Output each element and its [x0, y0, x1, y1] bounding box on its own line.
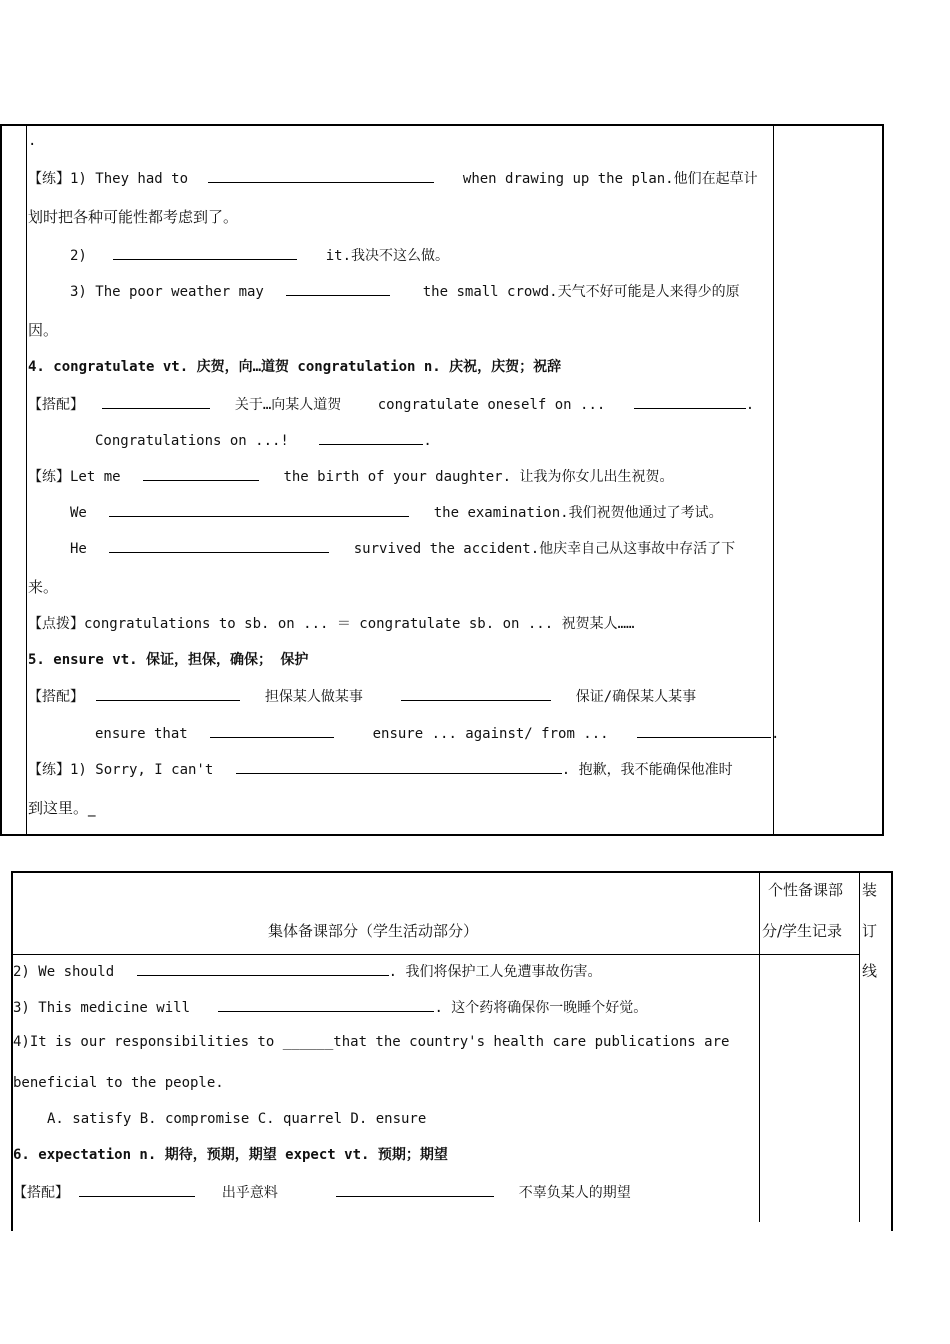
practice-4	[28, 466, 673, 484]
practice-2-suffix: it.我决不这么做。	[325, 248, 450, 264]
notes-header-line-1: 个性备课部	[768, 881, 844, 899]
answer-blank[interactable]	[137, 961, 389, 976]
dot-mark: .	[28, 133, 37, 149]
collocation-6-label: 【搭配】	[13, 1185, 69, 1201]
answer-blank[interactable]	[109, 538, 329, 553]
collocation-4-phrase: congratulate oneself on ...	[377, 397, 606, 413]
binding-char-3: 线	[862, 962, 878, 980]
answer-blank[interactable]	[236, 759, 562, 774]
ensure-end: .	[771, 726, 780, 742]
collocation-5-meaning-2: 保证/确保某人某事	[575, 689, 697, 705]
answer-blank[interactable]	[79, 1182, 195, 1197]
practice-5	[28, 759, 733, 777]
collocation-6-meaning-2: 不辜负某人的期望	[518, 1185, 631, 1201]
answer-blank[interactable]	[143, 466, 259, 481]
practice-we	[70, 502, 723, 520]
question-3-suffix: . 这个药将确保你一晚睡个好觉。	[434, 1000, 648, 1016]
practice-he	[70, 538, 735, 556]
practice-line-1-cont: 划时把各种可能性都考虑到了。	[28, 208, 239, 226]
question-4-options: A. satisfy B. compromise C. quarrel D. ensure	[47, 1111, 427, 1127]
answer-blank[interactable]	[102, 394, 210, 409]
lower-binding-divider	[859, 872, 860, 1222]
collocation-4-end: .	[745, 397, 755, 413]
practice-3-prefix: 3) The poor weather may	[70, 284, 264, 300]
collocation-6-meaning: 出乎意料	[221, 1185, 278, 1201]
question-2-prefix: 2) We should	[13, 964, 115, 980]
collocation-6	[13, 1182, 631, 1200]
practice-line-1	[28, 168, 758, 186]
congratulations-phrase: Congratulations on ...!	[95, 433, 289, 449]
question-3-prefix: 3) This medicine will	[13, 1000, 191, 1016]
item-6-heading: 6. expectation n. 期待，预期，期望 expect vt. 预期；期望	[13, 1147, 448, 1163]
practice-5-cont: 到这里。_	[28, 799, 96, 817]
practice-he-suffix: survived the accident.他庆幸自己从这事故中存活了下	[353, 541, 736, 557]
answer-blank[interactable]	[637, 723, 771, 738]
practice-line-2	[70, 245, 449, 263]
answer-blank[interactable]	[208, 168, 434, 183]
answer-blank[interactable]	[113, 245, 297, 260]
binding-char-1: 装	[862, 881, 878, 899]
answer-blank[interactable]	[336, 1182, 494, 1197]
item-4-heading: 4. congratulate vt. 庆贺，向…道贺 congratulation n. 庆祝，庆贺；祝辞	[28, 359, 562, 375]
practice-3-suffix: the small crowd.天气不好可能是人来得少的原	[422, 284, 740, 300]
answer-blank[interactable]	[634, 394, 746, 409]
congratulations-end: .	[423, 433, 432, 449]
lower-notes-divider	[759, 872, 760, 1222]
answer-blank[interactable]	[218, 997, 434, 1012]
collocation-4	[28, 394, 754, 412]
practice-he-prefix: He	[70, 541, 87, 557]
ensure-against-phrase: ensure ... against/ from ...	[372, 726, 609, 742]
answer-blank[interactable]	[210, 723, 334, 738]
notes-header-line-2: 分/学生记录	[762, 922, 843, 940]
answer-blank[interactable]	[319, 430, 423, 445]
upper-left-divider	[26, 125, 27, 835]
question-4-line-1: 4)It is our responsibilities to ______that the country's health care publications are	[13, 1034, 730, 1050]
practice-we-suffix: the examination.我们祝贺他通过了考试。	[433, 505, 723, 521]
practice-5-prefix: 【练】1) Sorry, I can't	[28, 762, 214, 778]
practice-5-suffix: . 抱歉，我不能确保他准时	[561, 762, 733, 778]
practice-4-prefix: 【练】Let me	[28, 469, 121, 485]
practice-1-suffix: when drawing up the plan.他们在起草计	[462, 171, 758, 187]
ensure-line	[95, 723, 779, 741]
practice-1-prefix: 【练】1) They had to	[28, 171, 189, 187]
binding-char-2: 订	[862, 922, 878, 940]
practice-2-prefix: 2)	[70, 248, 87, 264]
collocation-5	[28, 686, 696, 704]
answer-blank[interactable]	[96, 686, 240, 701]
question-2-suffix: . 我们将保护工人免遭事故伤害。	[388, 964, 602, 980]
collocation-4-meaning: 关于…向某人道贺	[234, 397, 342, 413]
practice-line-3-cont: 因。	[28, 321, 59, 339]
tip-line: 【点拨】congratulations to sb. on ... ＝ congratulate sb. on ... 祝贺某人……	[28, 616, 635, 632]
item-5-heading: 5. ensure vt. 保证，担保，确保； 保护	[28, 652, 309, 668]
answer-blank[interactable]	[401, 686, 551, 701]
answer-blank[interactable]	[286, 281, 390, 296]
practice-4-suffix: the birth of your daughter. 让我为你女儿出生祝贺。	[283, 469, 674, 485]
congratulations-line	[95, 430, 432, 448]
collocation-4-label: 【搭配】	[28, 397, 84, 413]
lower-header-title: 集体备课部分（学生活动部分）	[268, 922, 479, 940]
practice-he-cont: 来。	[28, 578, 59, 596]
question-2	[13, 961, 601, 979]
question-3	[13, 997, 647, 1015]
lower-header-rule	[12, 954, 860, 955]
ensure-that-phrase: ensure that	[95, 726, 188, 742]
collocation-5-label: 【搭配】	[28, 689, 84, 705]
practice-we-prefix: We	[70, 505, 87, 521]
practice-line-3	[70, 281, 740, 299]
question-4-line-2: beneficial to the people.	[13, 1075, 224, 1091]
answer-blank[interactable]	[109, 502, 409, 517]
collocation-5-meaning: 担保某人做某事	[264, 689, 363, 705]
